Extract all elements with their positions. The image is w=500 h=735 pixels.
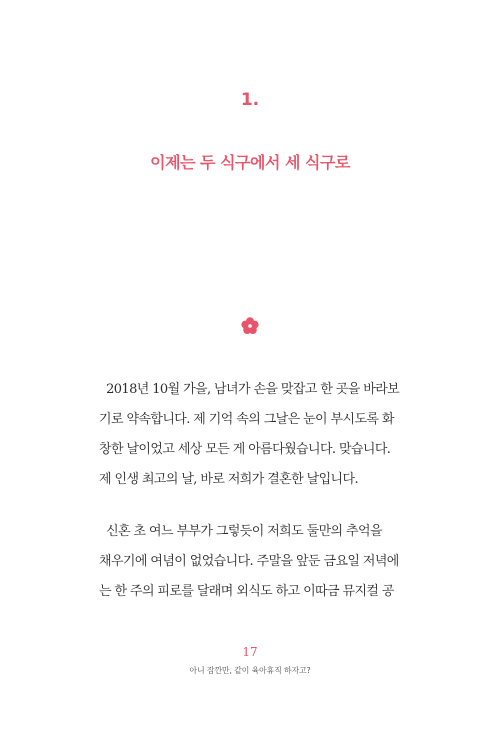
page-number: 17 [242,645,258,659]
paragraph-line: 2018년 10월 가을, 남녀가 손을 맞잡고 한 곳을 바라보 [99,382,400,397]
paragraph-line: 제 인생 최고의 날, 바로 저희가 결혼한 날입니다. [99,472,358,487]
paragraph-line: 채우기에 여념이 없었습니다. 주말을 앞둔 금요일 저녁에 [99,554,399,569]
paragraph-line: 창한 날이었고 세상 모든 게 아름다웠습니다. 맞습니다. [99,442,391,457]
chapter-title: 이제는 두 식구에서 세 식구로 [150,153,350,172]
running-head: 아니 잠깐만, 같이 육아휴직 하자고? [189,666,311,675]
paragraph-line: 는 한 주의 피로를 달래며 외식도 하고 이따금 뮤지컬 공 [99,584,394,599]
body-paragraph-1 [99,375,413,495]
flower-icon [240,316,260,336]
paragraph-line: 기로 약속합니다. 제 기억 속의 그날은 눈이 부시도록 화 [99,412,394,427]
paragraph-line: 신혼 초 여느 부부가 그렇듯이 저희도 둘만의 추억을 [99,524,382,539]
body-paragraph-2 [99,517,413,607]
chapter-number: 1. [240,90,260,110]
